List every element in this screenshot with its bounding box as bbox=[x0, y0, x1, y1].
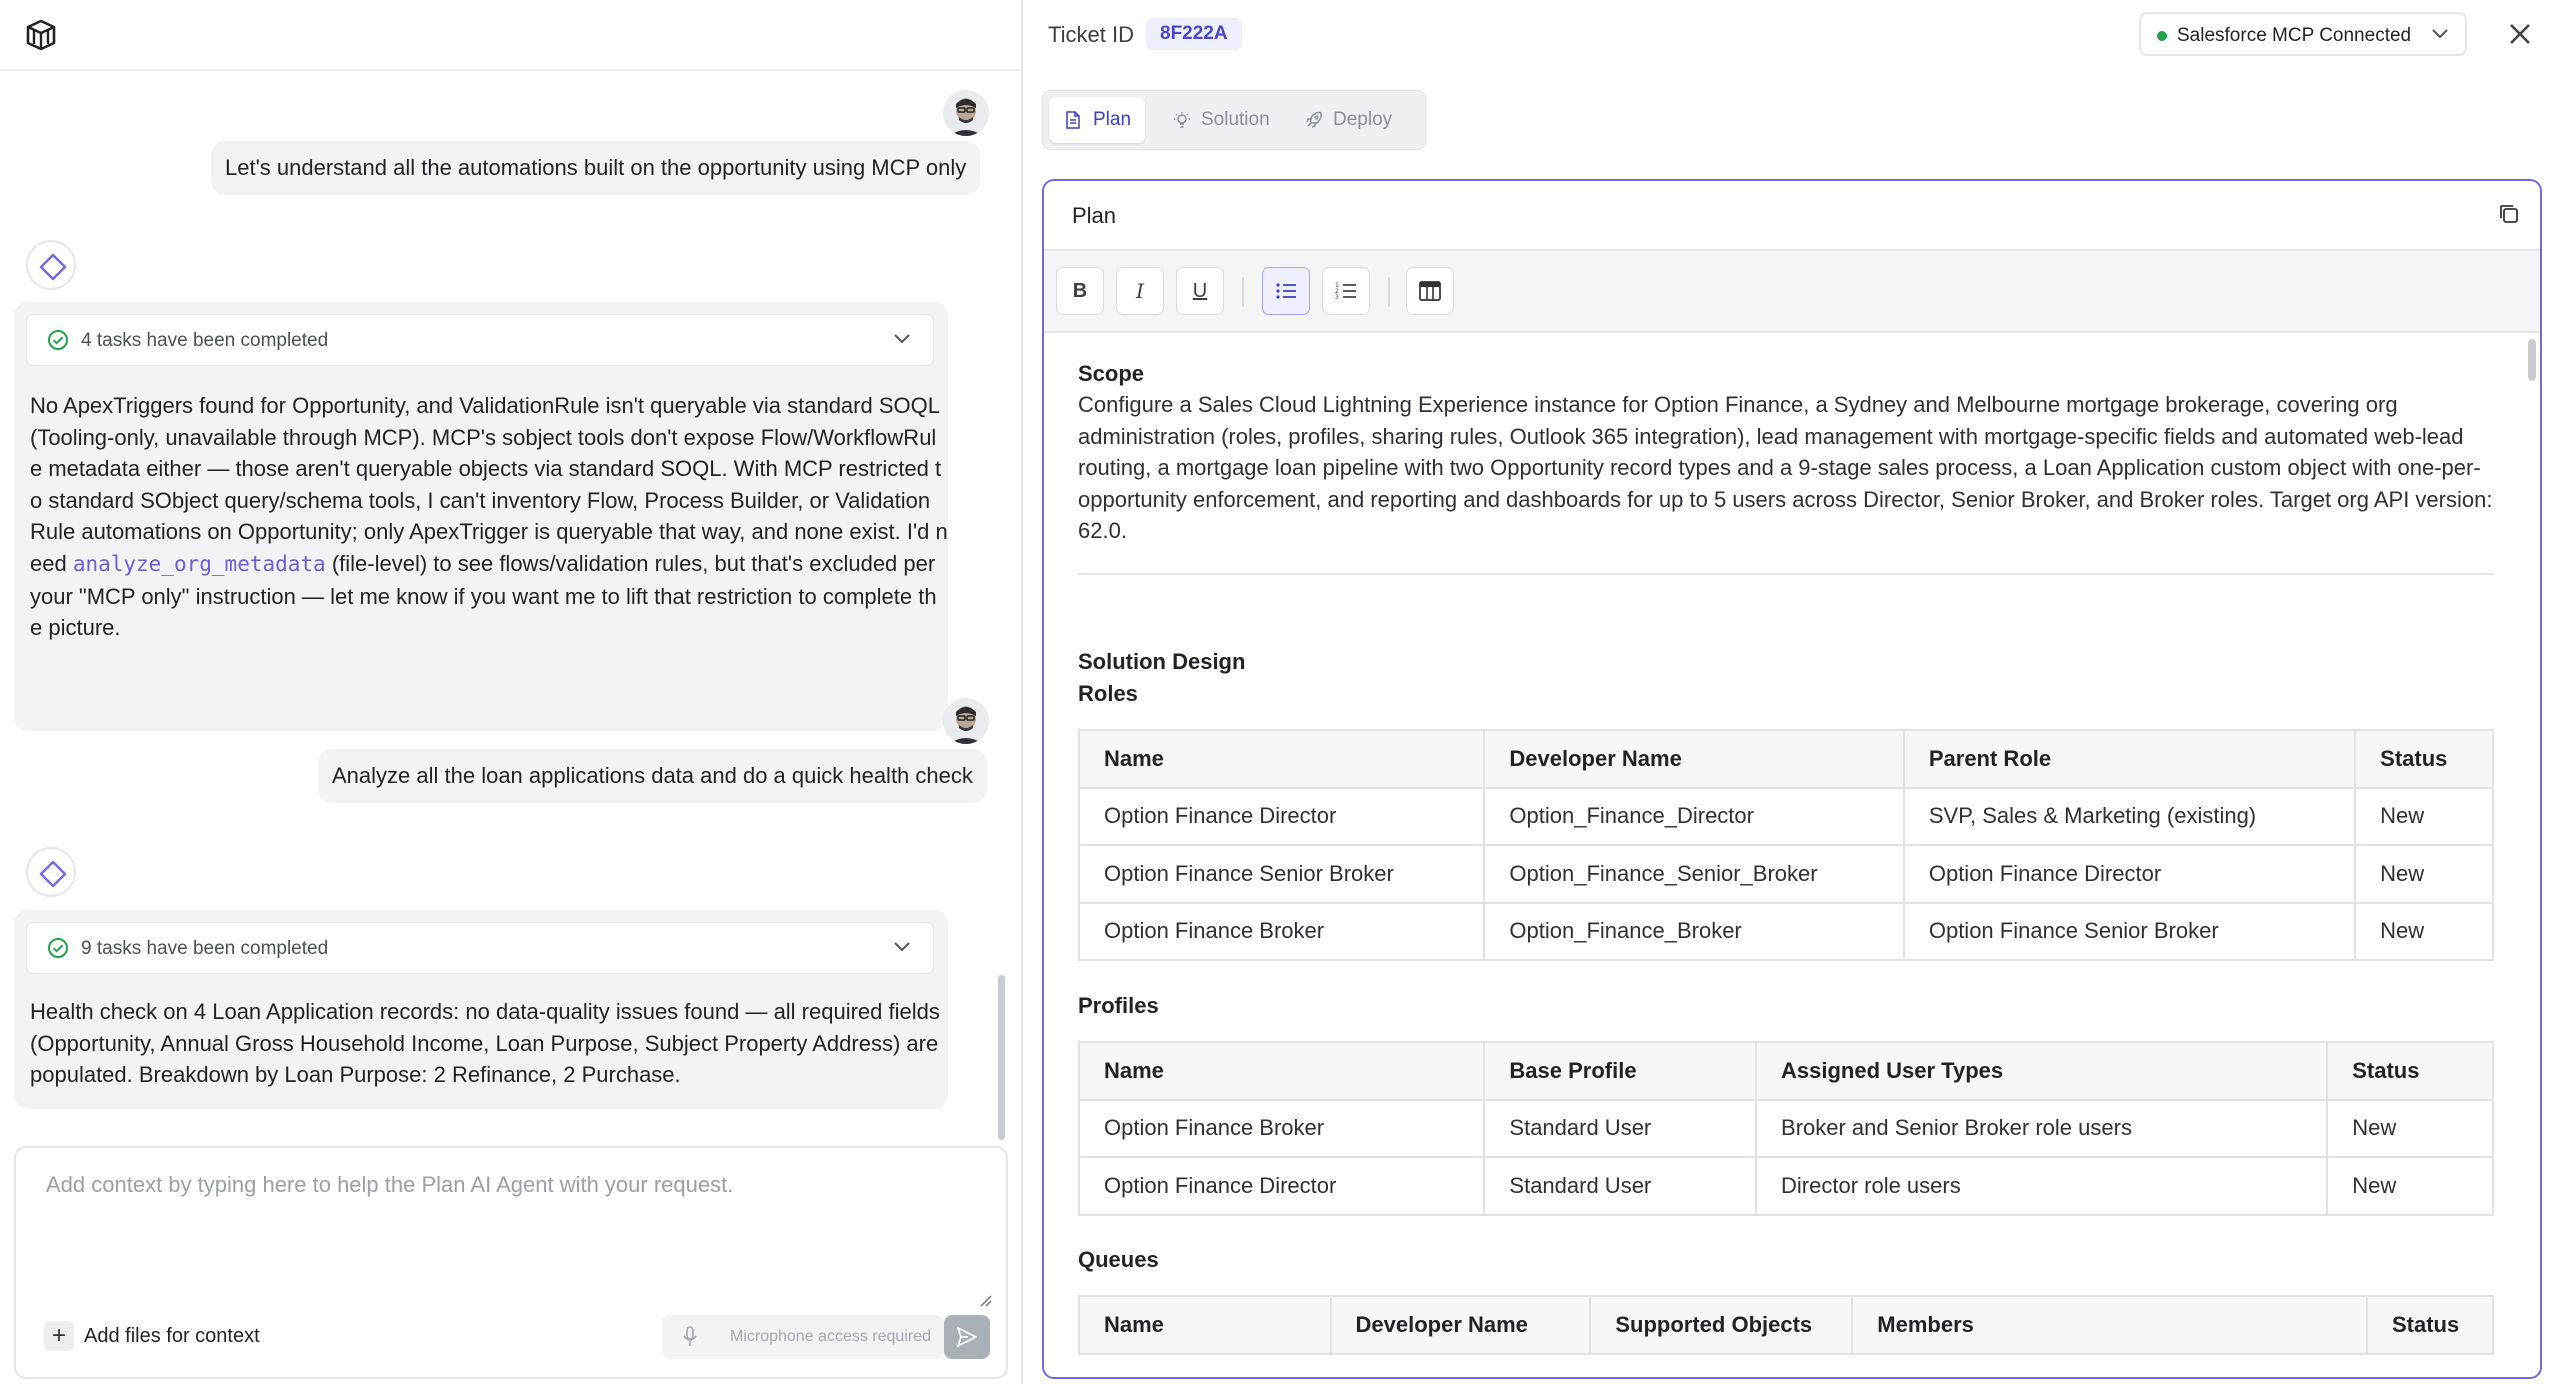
table-button[interactable] bbox=[1406, 267, 1454, 315]
table-header-row bbox=[1079, 1042, 2493, 1100]
table-header-row bbox=[1079, 1296, 2493, 1354]
agent-avatar bbox=[26, 240, 76, 290]
column-header: Developer Name bbox=[1484, 730, 1903, 788]
column-header: Name bbox=[1079, 730, 1484, 788]
chat-thread bbox=[0, 72, 1021, 1140]
lightbulb-icon bbox=[1173, 111, 1191, 129]
column-header: Base Profile bbox=[1484, 1042, 1756, 1100]
column-header: Developer Name bbox=[1331, 1296, 1591, 1354]
inline-code: analyze_org_metadata bbox=[72, 551, 326, 576]
column-header: Name bbox=[1079, 1296, 1331, 1354]
microphone-label: Microphone access required bbox=[730, 1328, 931, 1345]
connection-label: Salesforce MCP Connected bbox=[2177, 25, 2412, 46]
chevron-down-icon bbox=[893, 941, 911, 953]
plan-document[interactable] bbox=[1044, 333, 2540, 1379]
user-avatar bbox=[943, 698, 989, 744]
table-row bbox=[1079, 845, 2493, 903]
format-toolbar bbox=[1044, 251, 2540, 333]
table-row bbox=[1079, 1157, 2493, 1215]
left-header bbox=[0, 0, 1021, 71]
agent-response bbox=[14, 910, 948, 1109]
plus-icon: + bbox=[44, 1321, 74, 1351]
plan-title: Plan bbox=[1072, 203, 1117, 228]
microphone-button[interactable] bbox=[662, 1315, 944, 1359]
agent-diamond-icon bbox=[39, 860, 67, 888]
table-cell: New bbox=[2327, 1100, 2493, 1158]
app-logo-icon[interactable] bbox=[24, 18, 58, 52]
svg-text:1: 1 bbox=[1335, 282, 1339, 289]
table-cell: Option_Finance_Director bbox=[1484, 788, 1903, 846]
column-header: Assigned User Types bbox=[1756, 1042, 2327, 1100]
plan-header bbox=[1044, 181, 2540, 251]
roles-heading: Roles bbox=[1078, 681, 1138, 706]
status-dot bbox=[2157, 31, 2167, 41]
table-cell: Option_Finance_Senior_Broker bbox=[1484, 845, 1903, 903]
bullet-list-button[interactable] bbox=[1262, 267, 1310, 315]
svg-text:2: 2 bbox=[1335, 288, 1339, 295]
column-header: Status bbox=[2367, 1296, 2493, 1354]
tasks-label: 4 tasks have been completed bbox=[81, 330, 329, 351]
profiles-heading: Profiles bbox=[1078, 993, 1159, 1018]
table-header-row bbox=[1079, 730, 2493, 788]
roles-table bbox=[1078, 729, 2494, 961]
copy-icon[interactable] bbox=[2498, 203, 2520, 225]
resize-handle-icon[interactable] bbox=[980, 1295, 992, 1307]
table-cell: Standard User bbox=[1484, 1157, 1756, 1215]
table-cell: New bbox=[2327, 1157, 2493, 1215]
numbered-list-button[interactable] bbox=[1322, 267, 1370, 315]
chat-panel bbox=[0, 0, 1023, 1384]
agent-message-text: Health check on 4 Loan Application records: no data-quality issues found — all required fields (Opportunity, Annual Gross Household Income, Loan Purpose, Subject Property Address) are populated. Breakdown by Loan Purpose: 2 Refinance, 2 Purchase. bbox=[30, 999, 940, 1088]
tasks-summary[interactable] bbox=[26, 922, 934, 974]
rocket-icon bbox=[1305, 111, 1323, 129]
user-message: Let's understand all the automations built on the opportunity using MCP only bbox=[211, 141, 980, 195]
column-header: Supported Objects bbox=[1590, 1296, 1852, 1354]
table-cell: Standard User bbox=[1484, 1100, 1756, 1158]
table-cell: Option Finance Senior Broker bbox=[1079, 845, 1484, 903]
italic-button[interactable]: I bbox=[1116, 267, 1164, 315]
table-cell: Option Finance Broker bbox=[1079, 1100, 1484, 1158]
queues-heading: Queues bbox=[1078, 1247, 1159, 1272]
profiles-table bbox=[1078, 1041, 2494, 1216]
section-divider bbox=[1078, 573, 2494, 575]
table-cell: New bbox=[2355, 788, 2493, 846]
plan-panel bbox=[1024, 0, 2557, 1384]
microphone-icon bbox=[682, 1326, 698, 1348]
tasks-summary[interactable] bbox=[26, 314, 934, 366]
user-message: Analyze all the loan applications data and do a quick health check bbox=[318, 749, 987, 803]
send-icon bbox=[956, 1326, 978, 1348]
underline-button[interactable]: U bbox=[1176, 267, 1224, 315]
tab-deploy[interactable]: Deploy bbox=[1293, 97, 1413, 143]
column-header: Name bbox=[1079, 1042, 1484, 1100]
toolbar-divider bbox=[1242, 277, 1244, 307]
scope-text: Configure a Sales Cloud Lightning Experience instance for Option Finance, a Sydney and Melbourne mortgage brokerage, covering org administration (roles, profiles, sharing rules, Outlook 365 integration), lead management with mortgage-specific fields and automated web-lead routing, a mortgage loan pipeline with two Opportunity record types and a 9-stage sales process, a Loan Application custom object with one-per-opportunity enforcement, and reporting and dashboards for up to 5 users across Director, Senior Broker, and Broker roles. Target org API version: 62.0. bbox=[1078, 392, 2493, 544]
agent-message-text: No ApexTriggers found for Opportunity, and ValidationRule isn't queryable via standard SOQL (Tooling-only, unavailable through MCP). MCP's sobject tools don't expose Flow/WorkflowRule metadata either — those aren't queryable objects via standard SOQL. With MCP restricted to standard SObject query/schema tools, I can't inventory Flow, Process Builder, or Validation Rule automations on Opportunity; only ApexTrigger is queryable that way, and none exist. I'd need analyze_org_metadata (file-level) to see flows/validation rules, but that's excluded per your "MCP only" instruction — let me know if you want me to lift that restriction to complete the picture. bbox=[30, 393, 948, 641]
table-cell: Option Finance Broker bbox=[1079, 903, 1484, 961]
table-row bbox=[1079, 788, 2493, 846]
table-row bbox=[1079, 1100, 2493, 1158]
view-tabs bbox=[1042, 90, 1426, 150]
solution-design-heading: Solution Design bbox=[1078, 649, 1246, 674]
chevron-down-icon bbox=[2431, 28, 2449, 40]
agent-response bbox=[14, 302, 948, 731]
bold-button[interactable]: B bbox=[1056, 267, 1104, 315]
user-avatar bbox=[943, 90, 989, 136]
chevron-down-icon bbox=[893, 333, 911, 345]
chat-scrollbar[interactable] bbox=[998, 975, 1005, 1140]
table-cell: Broker and Senior Broker role users bbox=[1756, 1100, 2327, 1158]
tab-plan[interactable]: Plan bbox=[1049, 97, 1145, 143]
tab-solution[interactable]: Solution bbox=[1159, 97, 1279, 143]
close-icon[interactable] bbox=[2504, 18, 2536, 50]
table-row bbox=[1079, 903, 2493, 961]
toolbar-divider bbox=[1388, 277, 1390, 307]
ticket-label: Ticket ID bbox=[1048, 22, 1134, 47]
table-icon bbox=[1419, 281, 1441, 301]
table-cell: New bbox=[2355, 845, 2493, 903]
document-icon bbox=[1065, 111, 1081, 129]
scope-heading: Scope bbox=[1078, 361, 1145, 386]
bullet-list-icon bbox=[1275, 282, 1297, 300]
plan-editor bbox=[1042, 179, 2542, 1379]
table-cell: SVP, Sales & Marketing (existing) bbox=[1904, 788, 2355, 846]
message-composer[interactable] bbox=[14, 1146, 1008, 1379]
table-cell: Option_Finance_Broker bbox=[1484, 903, 1903, 961]
svg-text:3: 3 bbox=[1335, 294, 1339, 300]
agent-avatar bbox=[26, 847, 76, 897]
connection-dropdown[interactable] bbox=[2139, 12, 2467, 56]
table-cell: Option Finance Senior Broker bbox=[1904, 903, 2355, 961]
check-circle-icon bbox=[47, 329, 69, 351]
table-cell: Option Finance Director bbox=[1079, 1157, 1484, 1215]
document-scrollbar[interactable] bbox=[2528, 339, 2536, 381]
column-header: Members bbox=[1852, 1296, 2367, 1354]
queues-table bbox=[1078, 1295, 2494, 1355]
column-header: Status bbox=[2355, 730, 2493, 788]
table-cell: Option Finance Director bbox=[1079, 788, 1484, 846]
tasks-label: 9 tasks have been completed bbox=[81, 938, 329, 959]
composer-input[interactable]: Add context by typing here to help the Plan AI Agent with your request. bbox=[46, 1172, 734, 1197]
numbered-list-icon bbox=[1335, 282, 1357, 300]
table-cell: Director role users bbox=[1756, 1157, 2327, 1215]
table-cell: New bbox=[2355, 903, 2493, 961]
add-files-label: Add files for context bbox=[84, 1325, 260, 1347]
agent-diamond-icon bbox=[39, 253, 67, 281]
ticket-id-badge[interactable]: 8F222A bbox=[1146, 18, 1242, 50]
column-header: Status bbox=[2327, 1042, 2493, 1100]
check-circle-icon bbox=[47, 937, 69, 959]
send-button[interactable] bbox=[944, 1315, 990, 1359]
table-cell: Option Finance Director bbox=[1904, 845, 2355, 903]
column-header: Parent Role bbox=[1904, 730, 2355, 788]
